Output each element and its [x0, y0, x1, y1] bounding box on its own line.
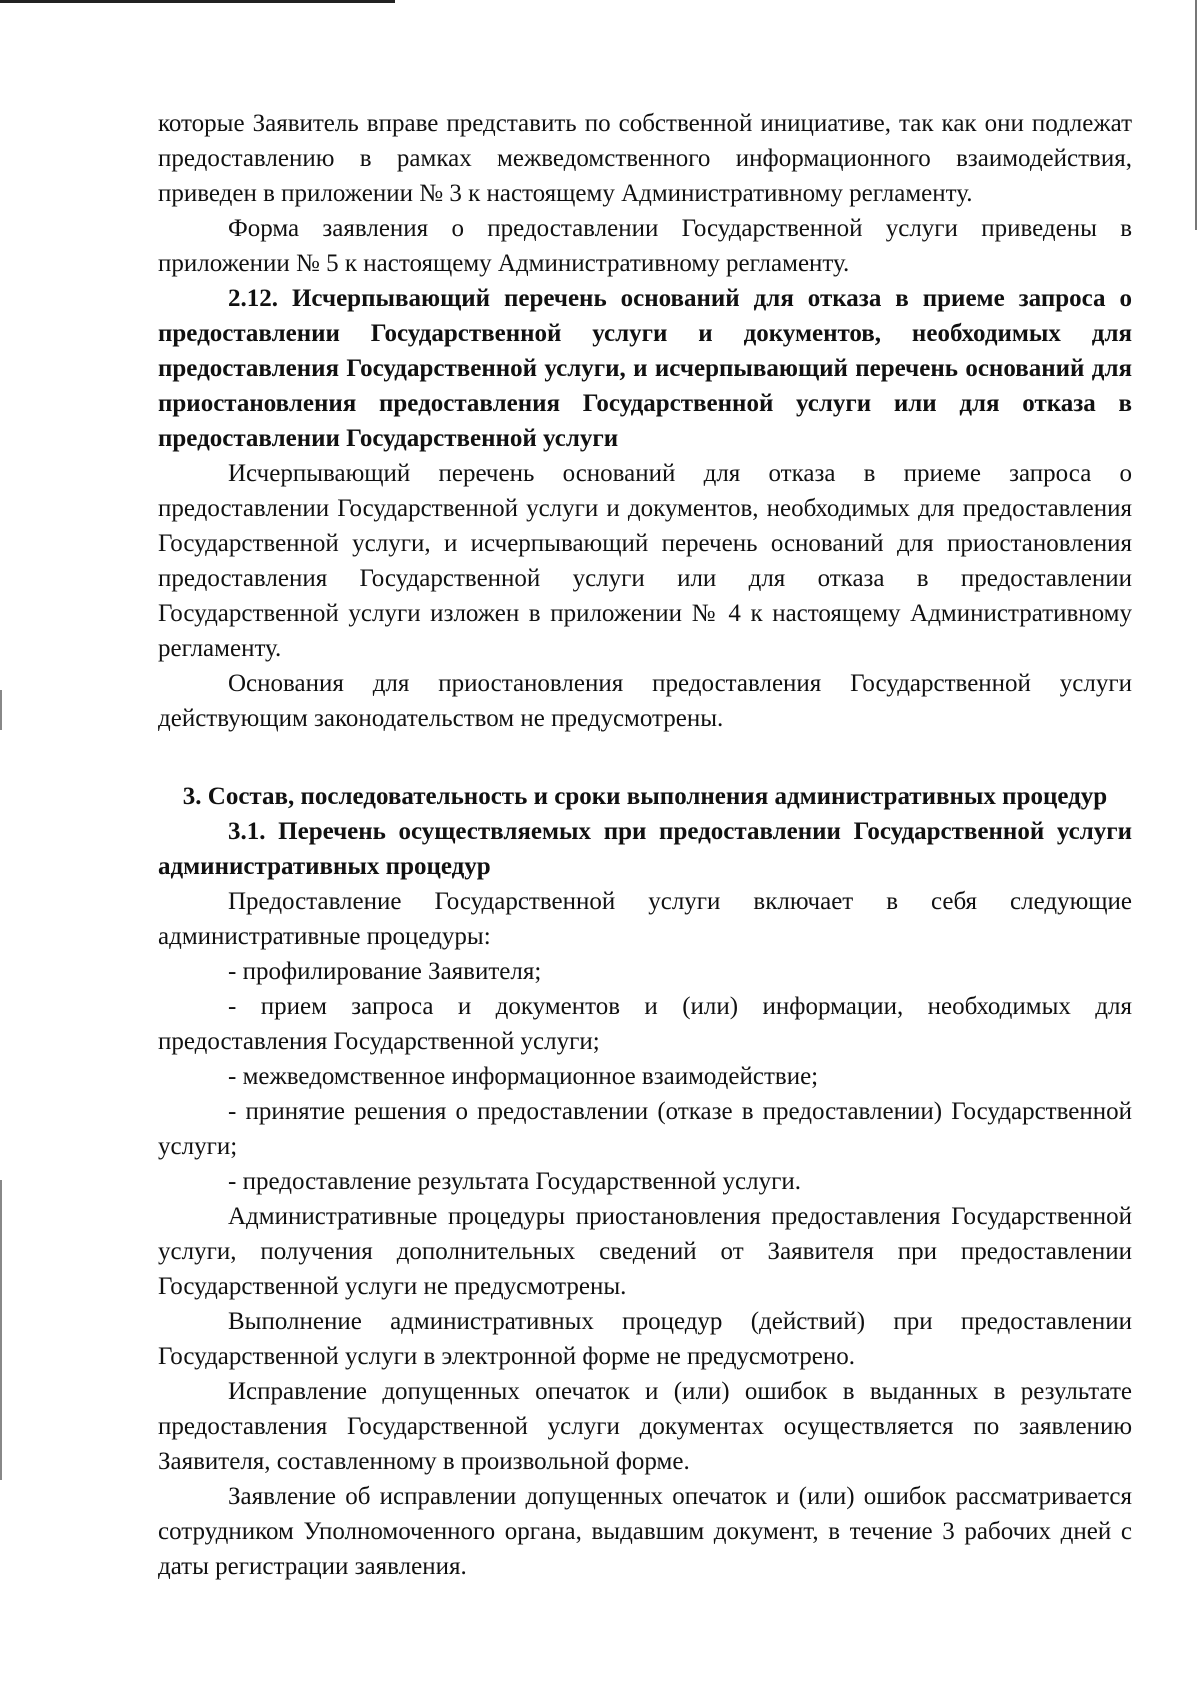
list-item: - межведомственное информационное взаимодействие;: [228, 1063, 819, 1090]
scan-edge-mark-left: [0, 690, 2, 730]
paragraph-continuation: которые Заявитель вправе представить по собственной инициативе, так как они подлежат предоставлению в рамках межведомственного информационного взаимодействия, приведен в приложении № 3 к настоящему Административному регламенту.: [158, 110, 1132, 207]
document-page: [158, 106, 1132, 1584]
chapter-heading-3: 3. Состав, последовательность и сроки выполнения административных процедур: [182, 783, 1108, 810]
list-item: - принятие решения о предоставлении (отказе в предоставлении) Государственной услуги;: [158, 1098, 1132, 1160]
scan-edge-mark-left-lower: [0, 1180, 2, 1480]
paragraph-correction-review: Заявление об исправлении допущенных опечаток и (или) ошибок рассматривается сотрудником Уполномоченного органа, выдавшим документ, в течение 3 рабочих дней с даты регистрации заявления.: [158, 1483, 1132, 1580]
list-item: - профилирование Заявителя;: [228, 958, 542, 985]
scan-edge-mark-right: [1195, 0, 1197, 230]
scan-edge-line: [0, 0, 395, 3]
section-heading-3-1: 3.1. Перечень осуществляемых при предоставлении Государственной услуги административных процедур: [158, 818, 1132, 880]
paragraph-application-form: Форма заявления о предоставлении Государственной услуги приведены в приложении № 5 к настоящему Административному регламенту.: [158, 215, 1132, 277]
paragraph-refusal-grounds: Исчерпывающий перечень оснований для отказа в приеме запроса о предоставлении Государственной услуги и документов, необходимых для предоставления Государственной услуги, и исчерпывающий перечень оснований для приостановления предоставления Государственной услуги или для отказа в предоставлении Государственной услуги изложен в приложении № 4 к настоящему Административному регламенту.: [158, 460, 1132, 662]
paragraph-error-correction: Исправление допущенных опечаток и (или) ошибок в выданных в результате предоставления Государственной услуги документах осуществляется по заявлению Заявителя, составленному в произвольной форме.: [158, 1378, 1132, 1475]
list-item: - прием запроса и документов и (или) информации, необходимых для предоставления Государственной услуги;: [158, 993, 1132, 1055]
paragraph-no-suspension-procedures: Административные процедуры приостановления предоставления Государственной услуги, получения дополнительных сведений от Заявителя при предоставлении Государственной услуги не предусмотрены.: [158, 1203, 1132, 1300]
list-item: - предоставление результата Государственной услуги.: [228, 1168, 801, 1195]
paragraph-suspension-grounds: Основания для приостановления предоставления Государственной услуги действующим законодательством не предусмотрены.: [158, 670, 1132, 732]
paragraph-procedures-intro: Предоставление Государственной услуги включает в себя следующие административные процедуры:: [158, 888, 1132, 950]
paragraph-electronic-form: Выполнение административных процедур (действий) при предоставлении Государственной услуги в электронной форме не предусмотрено.: [158, 1308, 1132, 1370]
section-heading-2-12: 2.12. Исчерпывающий перечень оснований для отказа в приеме запроса о предоставлении Государственной услуги и документов, необходимых для предоставления Государственной услуги, и исчерпывающий перечень оснований для приостановления предоставления Государственной услуги или для отказа в предоставлении Государственной услуги: [158, 285, 1132, 452]
